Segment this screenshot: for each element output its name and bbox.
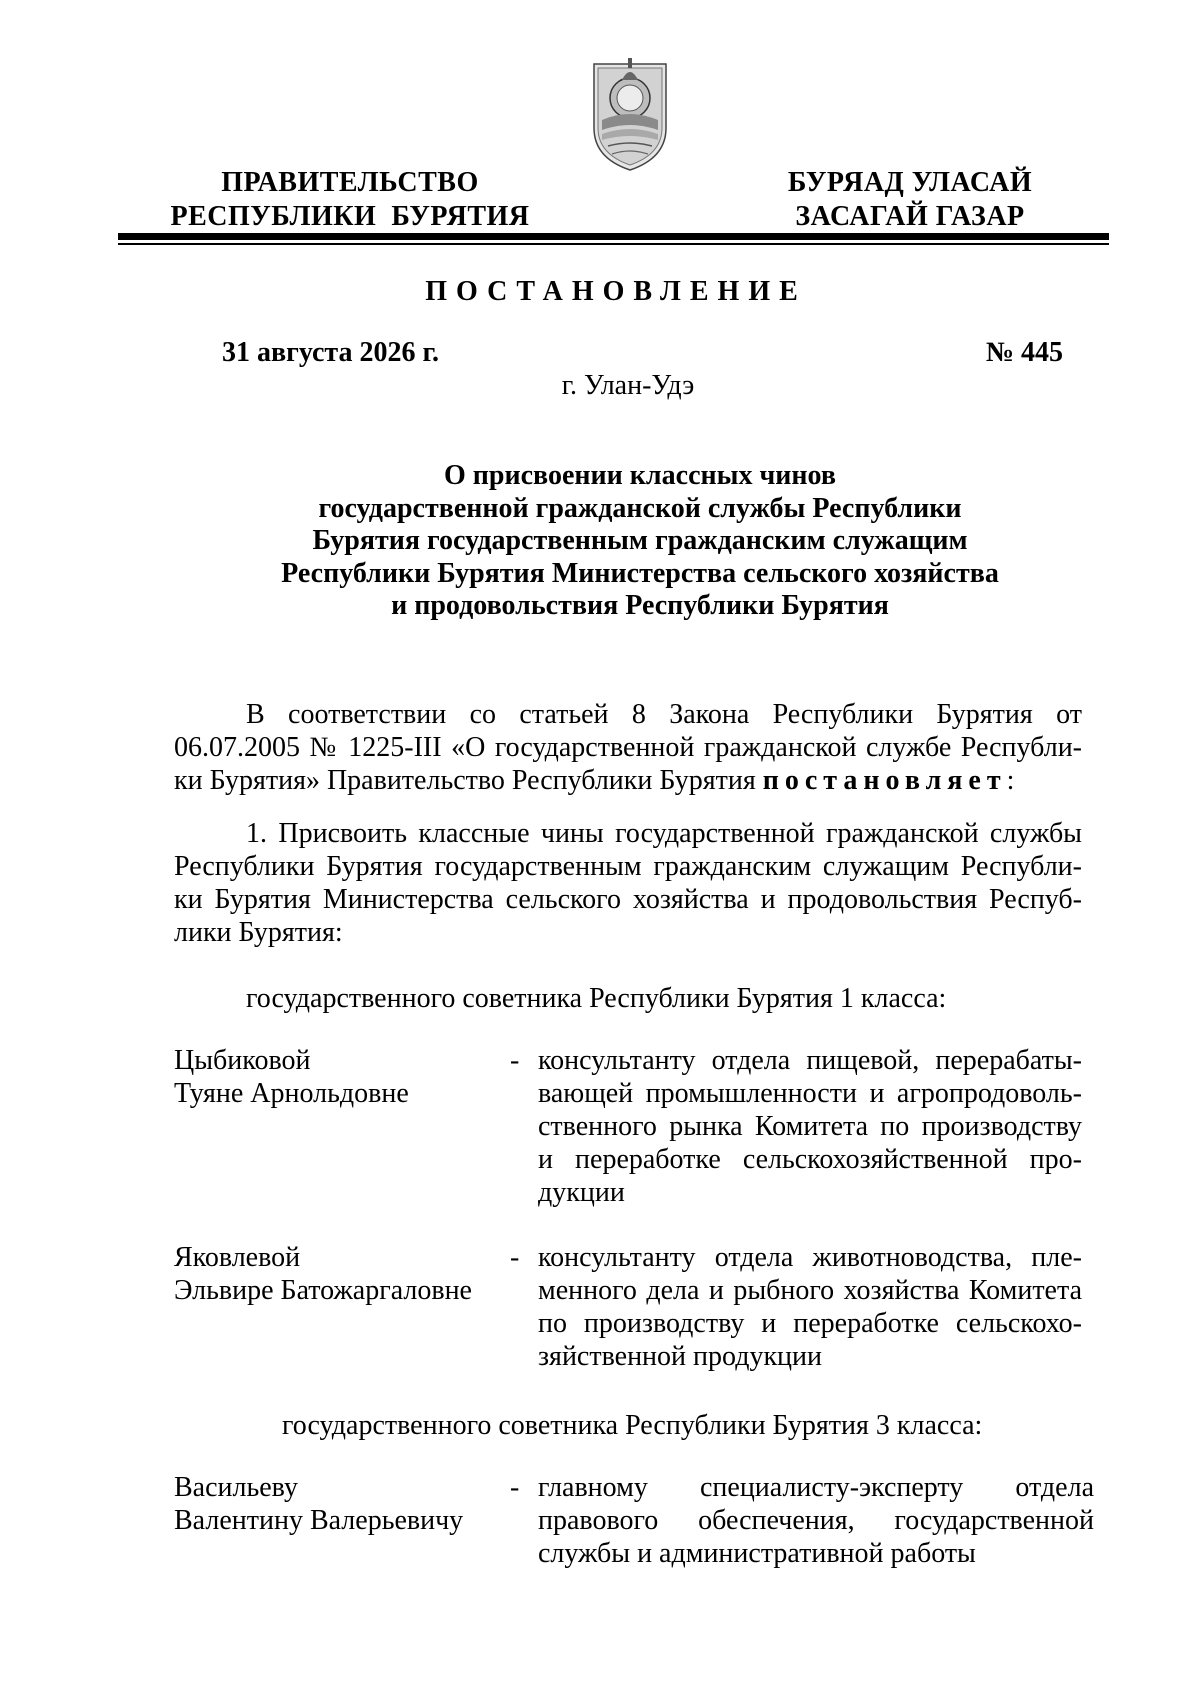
preamble-resolves: постановляет	[762, 765, 1007, 796]
person-given-names: Туяне Арнольдовне	[174, 1078, 409, 1109]
clause-1-line: лики Бурятия:	[174, 917, 343, 948]
clause-1-line: ки Бурятия Министерства сельского хозяйства и продовольствия Респуб-	[174, 884, 1082, 915]
document-date: 31 августа 2026 г.	[222, 337, 440, 368]
person-surname: Васильеву	[174, 1472, 298, 1503]
document-type: ПОСТАНОВЛЕНИЕ	[425, 276, 807, 307]
person-name	[174, 1241, 504, 1307]
header-divider-thin	[118, 243, 1109, 245]
government-name-buryat-line2: ЗАСАГАЙ ГАЗАР	[795, 201, 1025, 232]
government-name-buryat-line1: БУРЯАД УЛАСАЙ	[787, 167, 1033, 198]
clause-1-paragraph	[174, 817, 1082, 949]
position-line: консультанту отдела пищевой, перерабаты-	[538, 1045, 1082, 1076]
position-line: и переработке сельскохозяйственной про-	[538, 1144, 1082, 1175]
person-given-names: Эльвире Батожаргаловне	[174, 1275, 472, 1306]
document-subject	[180, 460, 1100, 623]
position-line: службы и административной работы	[538, 1538, 976, 1569]
person-position	[538, 1471, 1094, 1570]
rank-title: государственного советника Республики Бурятия 1 класса:	[246, 983, 947, 1014]
header-divider-thick	[118, 233, 1109, 240]
subject-line: Республики Бурятия Министерства сельского хозяйства	[281, 557, 999, 589]
entry-dash: -	[510, 1242, 520, 1273]
position-line: вающей промышленности и агропродоволь-	[538, 1078, 1082, 1109]
person-position	[538, 1044, 1082, 1209]
person-given-names: Валентину Валерьевичу	[174, 1505, 464, 1536]
position-line: по производству и переработке сельскохо-	[538, 1308, 1082, 1339]
person-position	[538, 1241, 1082, 1373]
position-line: ственного рынка Комитета по производству	[538, 1111, 1082, 1142]
person-surname: Яковлевой	[174, 1242, 301, 1273]
preamble-line: 06.07.2005 № 1225-III «О государственной гражданской службе Республи-	[174, 732, 1082, 763]
government-name-buryat	[740, 166, 1080, 234]
person-name	[174, 1044, 504, 1110]
preamble-line: В соответствии со статьей 8 Закона Республики Бурятия от	[246, 699, 1082, 730]
preamble-line-start: ки Бурятия» Правительство Республики Бурятия	[174, 765, 763, 796]
subject-line: государственной гражданской службы Республики	[318, 492, 962, 524]
position-line: главному специалисту-эксперту отдела	[538, 1472, 1094, 1503]
rank-title: государственного советника Республики Бурятия 3 класса:	[282, 1410, 983, 1441]
person-name	[174, 1471, 504, 1537]
person-surname: Цыбиковой	[174, 1045, 311, 1076]
subject-line: О присвоении классных чинов	[444, 460, 836, 491]
coat-of-arms-icon	[588, 50, 672, 172]
document-city: г. Улан-Удэ	[561, 370, 695, 401]
position-line: зяйственной продукции	[538, 1341, 823, 1372]
subject-line: и продовольствия Республики Бурятия	[391, 590, 889, 621]
subject-line: Бурятия государственным гражданским служащим	[312, 525, 968, 556]
entry-dash: -	[510, 1472, 520, 1503]
position-line: правового обеспечения, государственной	[538, 1505, 1094, 1536]
position-line: консультанту отдела животноводства, пле-	[538, 1242, 1082, 1273]
position-line: менного дела и рыбного хозяйства Комитета	[538, 1275, 1082, 1306]
clause-1-line: 1. Присвоить классные чины государственной гражданской службы	[246, 818, 1082, 849]
entry-dash: -	[510, 1045, 520, 1076]
document-number: № 445	[985, 337, 1063, 368]
preamble-line	[174, 764, 1082, 797]
government-name-russian-line1: ПРАВИТЕЛЬСТВО	[221, 167, 479, 198]
government-name-russian-line2: РЕСПУБЛИКИ БУРЯТИЯ	[170, 201, 530, 232]
position-line: дукции	[538, 1177, 625, 1208]
clause-1-line: Республики Бурятия государственным гражданским служащим Республи-	[174, 851, 1082, 882]
government-name-russian	[150, 166, 550, 234]
preamble-line-end: :	[1006, 765, 1015, 796]
preamble-paragraph	[174, 698, 1082, 797]
